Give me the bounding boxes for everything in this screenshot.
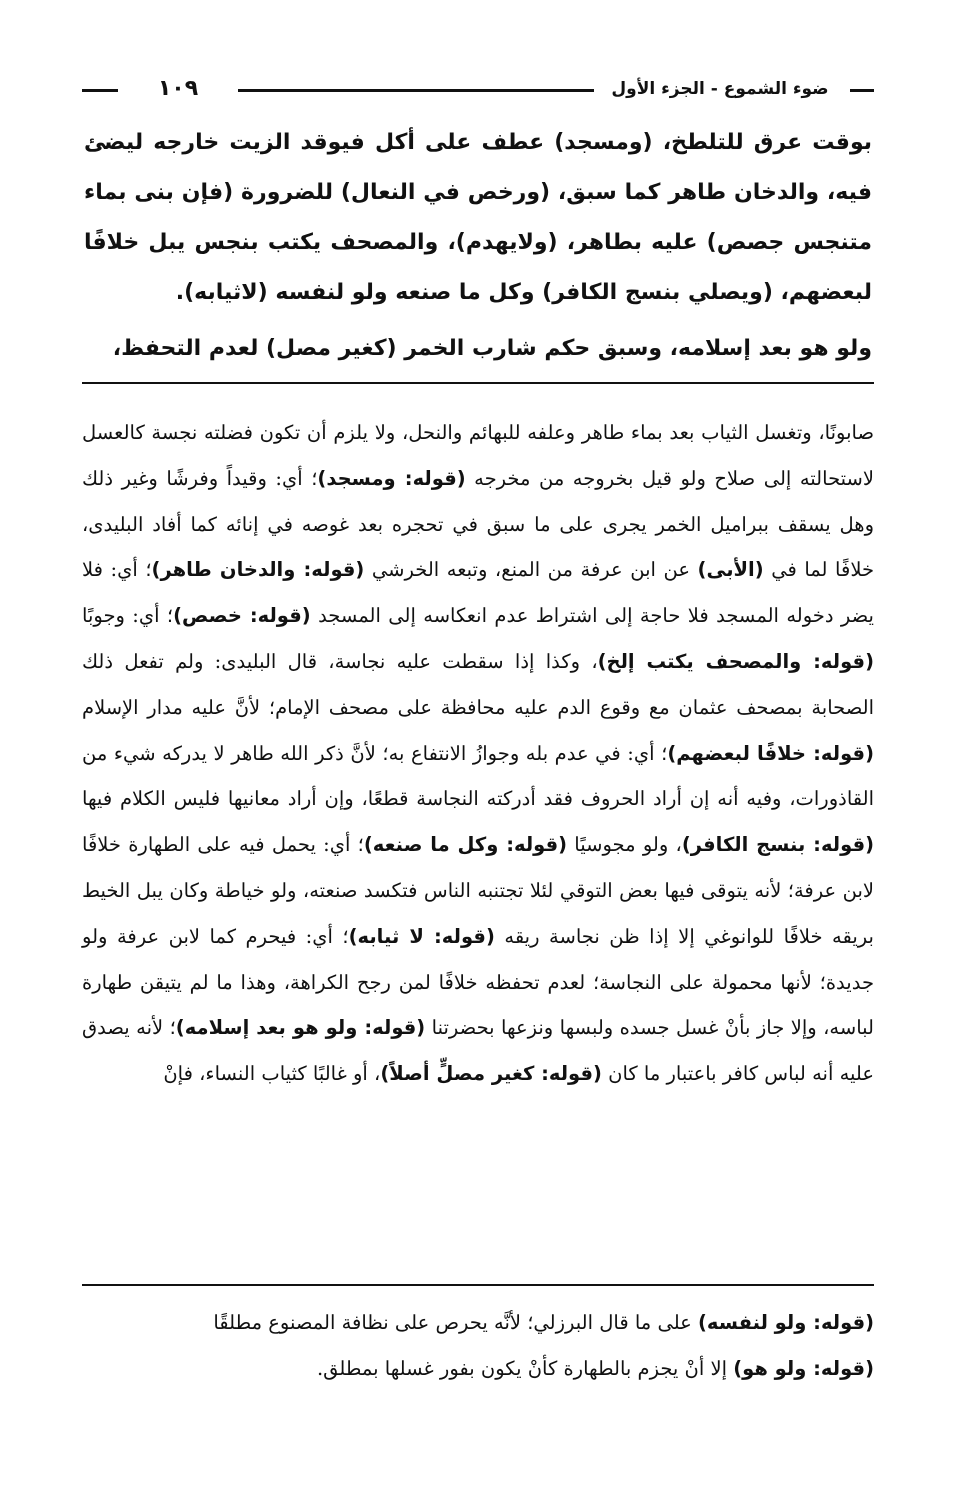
commentary-lemma: (الأبى) [697, 558, 764, 582]
main-text [84, 118, 872, 374]
commentary-lemma: (قوله: لا ثيابه) [348, 924, 495, 948]
commentary-segment: ، ولو مجوسيًا [567, 833, 682, 857]
commentary-text [82, 410, 874, 1097]
section-divider [82, 382, 874, 384]
commentary-segment: ؛ أي: فيحرم كما لابن عرفة ولو جديدة؛ لأنها محمولة على النجاسة؛ لعدم تحفظه خلافًا لمن رجح الكراهة، وهذا ما لم يتيقن طهارة لباسه، وإلا جاز بأنْ غسل جسده ولبسها ونزعها بحضرتنا [82, 924, 874, 1040]
footnote-line [82, 1300, 874, 1346]
header-rule [850, 89, 874, 92]
commentary-segment: ؛ أي: وقيداً وفرشًا وغير ذلك وهل يسقف ببراميل الخمر يجرى على ما سبق في تحجره بعد غوصه في إنائه كما أفاد البليدى، خلافًا لما في [82, 466, 875, 582]
main-text-paragraph: ولو هو بعد إسلامه، وسبق حكم شارب الخمر (كغير مصل) لعدم التحفظ، [112, 336, 872, 361]
commentary-segment: ؛ أي: وجوبًا [82, 604, 174, 628]
footnote-line [82, 1346, 874, 1392]
footnote-segment: إلا أنْ يجزم بالطهارة كأنْ يكون بفور غسلها بمطلق. [316, 1357, 734, 1380]
commentary-lemma: (قوله: بنسج الكافر) [681, 833, 874, 857]
commentary-lemma: (قوله: ومسجد) [317, 466, 466, 490]
footnote-divider [82, 1284, 874, 1286]
commentary-lemma: (قوله: ولو هو بعد إسلامه) [175, 1016, 426, 1040]
header-rule [238, 89, 594, 92]
commentary-lemma: (قوله: كغير مصلٍّ أصلاً) [380, 1062, 602, 1086]
commentary-lemma: (قوله: والمصحف يكتب إلخ) [597, 649, 874, 673]
footnote-segment: على ما قال البرزلي؛ لأنَّه يحرص على نظافة المصنوع مطلقًا [213, 1311, 698, 1334]
commentary-segment: عن ابن عرفة من المنع، وتبعه الخرشي [364, 558, 698, 582]
commentary-segment: ؛ أي: فلا يضر دخوله المسجد فلا حاجة إلى اشتراط عدم انعكاسه إلى المسجد [82, 558, 874, 628]
commentary-lemma: (قوله: خصص) [173, 604, 311, 628]
commentary-lemma: (قوله: والدخان طاهر) [151, 558, 365, 582]
commentary-lemma: (قوله: وكل ما صنعه) [363, 833, 568, 857]
footnote-lemma: (قوله: ولو هو) [733, 1357, 874, 1380]
running-header [82, 74, 874, 104]
commentary-segment: ؛ أي: في عدم بله وجوازُ الانتفاع به؛ لأنَّ ذكر الله طاهر لا يدركه شيء من القاذورات، وفيه أنه إن أراد الحروف فقد أدركته النجاسة قطعًا، وإن أراد معانيها فليس الكلام فيها [82, 741, 874, 811]
main-text-paragraph: بوقت عرق للتلطخ، (ومسجد) عطف على أكل فيوقد الزيت خارجه ليضئ فيه، والدخان طاهر كما سبق، (ورخص في النعال) للضرورة (فإن بنى بماء متنجس جصص) عليه بطاهر، (ولايهدم)، والمصحف يكتب بنجس يبل خلافًا لبعضهم، (ويصلي بنسج الكافر) وكل ما صنعه ولو لنفسه (لاثيابه). [84, 130, 872, 305]
commentary-segment: ، أو غالبًا كثياب النساء، فإنْ [163, 1062, 381, 1086]
footnote-lemma: (قوله: ولو لنفسه) [698, 1311, 874, 1334]
commentary-segment: ، وكذا إذا سقطت عليه نجاسة، قال البليدى: ولم تفعل ذلك الصحابة بمصحف عثمان مع وقوع الدم عليه محافظة على مصحف الإمام؛ لأنَّ عليه مدار الإسلام [82, 649, 874, 719]
commentary-segment: ؛ لأنه يصدق عليه أنه لباس كافر باعتبار ما كان [82, 1016, 874, 1086]
header-rule [82, 89, 118, 92]
page-number: ١٠٩ [157, 76, 199, 101]
commentary-lemma: (قوله: خلافًا لبعضهم) [667, 741, 874, 765]
commentary-segment: ؛ أي: يحمل فيه على الطهارة خلافًا لابن عرفة؛ لأنه يتوقى فيها بعض التوقي لئلا تجتنبه الناس فتكسد صنعته، ولو خياطة وكان يبل الخيط بريقه خلافًا للوانوغي إلا إذا ظن نجاسة ريقه [82, 833, 874, 948]
footnote-section [82, 1300, 874, 1392]
commentary-segment: صابونًا، وتغسل الثياب بعد بماء طاهر وعلفه للبهائم والنحل، ولا يلزم أن تكون فضلته نجسة كالعسل لاستحالته إلى صلاح ولو قيل بخروجه من مخرجه [82, 421, 874, 490]
running-title: ضوء الشموع - الجزء الأول [611, 79, 829, 99]
